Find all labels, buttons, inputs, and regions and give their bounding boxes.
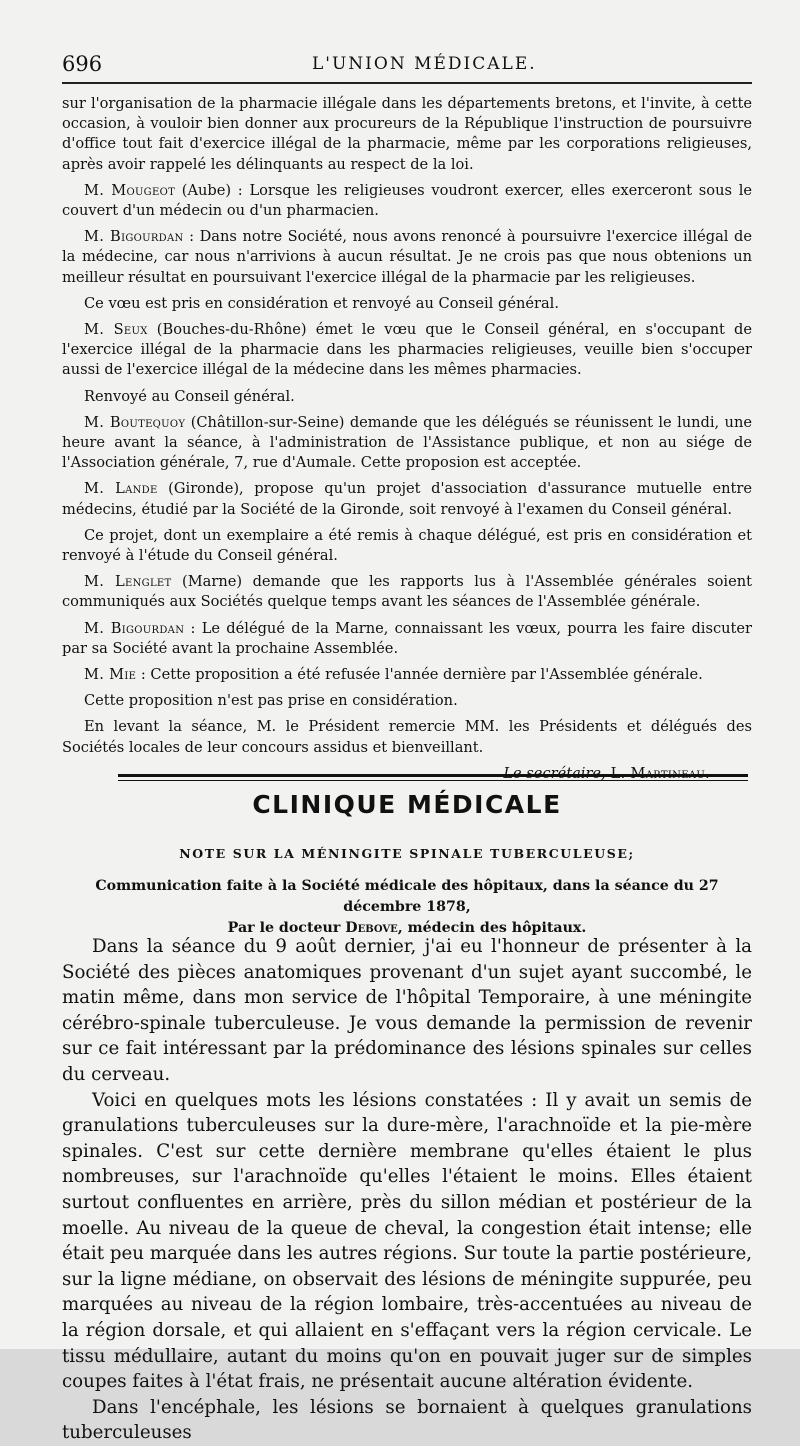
- section-divider: [118, 774, 748, 781]
- paragraph-text: : Le délégué de la Marne, connaissant les vœux, pourra les faire discuter par sa Société avant la prochaine Assemblée.: [62, 619, 752, 657]
- paragraph: [62, 320, 752, 381]
- paragraph: [62, 619, 752, 659]
- paragraph-text: Renvoyé au Conseil général.: [84, 387, 295, 405]
- paragraph-text: sur l'organisation de la pharmacie illégale dans les départements bretons, et l'invite, à cette occasion, à vouloir bien donner aux procureurs de la République l'instruction de poursuivre d'office tout fait d'exercice illégal de la pharmacie, même par les corporations religieuses, après avoir rappelé les délinquants au respect de la loi.: [62, 95, 752, 173]
- paragraph: [62, 717, 752, 757]
- paragraph: [62, 413, 752, 474]
- paragraph-text: : Dans notre Société, nous avons renoncé à poursuivre l'exercice illégal de la médecine, car nous n'arrivions à aucun résultat. Je ne crois pas que nous obtenions un meilleur résultat en poursuivant l'exercice illégal de la pharmacie par les religieuses.: [62, 228, 752, 286]
- paragraph-text: (Aube) : Lorsque les religieuses voudront exercer, elles exerceront sous le couvert d'un médecin ou d'un pharmacien.: [62, 181, 752, 220]
- paragraph: [62, 526, 752, 566]
- article-title: NOTE SUR LA MÉNINGITE SPINALE TUBERCULEUSE;: [179, 846, 635, 861]
- signature-name: L. Martineau.: [605, 764, 710, 782]
- paragraph-text: (Châtillon-sur-Seine) demande que les délégués se réunissent le lundi, une heure avant la séance, à l'administration de l'Assistance publique, et non au siége de l'Association générale, 7, rue d'Aumale. Cette proposion est acceptée.: [62, 413, 752, 472]
- body-paragraph: Voici en quelques mots les lésions constatées : Il y avait un semis de granulations tuberculeuses sur la dure-mère, l'arachnoïde et la pie-mère spinales. C'est sur cette dernière membrane qu'elles étaient le plus nombreuses, sur l'arachnoïde qu'elles l'étaient le moins. Elles étaient surtout confluentes en arrière, près du sillon médian et postérieur de la moelle. Au niveau de la queue de cheval, la congestion était intense; elle était peu marquée dans les autres régions. Sur toute la partie postérieure, sur la ligne médiane, on observait des lésions de méningite suppurée, peu marquées au niveau de la région lombaire, très-accentuées au niveau de la région dorsale, et qui allaient en s'effaçant vers la région cervicale. Le tissu médullaire, autant du moins qu'on en pouvait juger sur de simples coupes faites à l'état frais, ne présentait aucune altération évidente.: [62, 1089, 752, 1393]
- paragraph: [62, 181, 752, 221]
- paragraph-text: En levant la séance, M. le Président remercie MM. les Présidents et délégués des Sociétés locales de leur concours assidus et bienveillant.: [62, 718, 752, 756]
- article-body: [62, 934, 752, 1446]
- communication-line: Communication faite à la Société médicale des hôpitaux, dans la séance du 27 décembre 1878,: [95, 878, 719, 915]
- body-paragraph: Dans la séance du 9 août dernier, j'ai eu l'honneur de présenter à la Société des pièces anatomiques provenant d'un sujet ayant succombé, le matin même, dans mon service de l'hôpital Temporaire, à une méningite cérébro-spinale tuberculeuse. Je vous demande la permission de revenir sur ce fait intéressant par la prédominance des lésions spinales sur celles du cerveau.: [62, 936, 752, 1085]
- paragraph-text: Ce vœu est pris en considération et renvoyé au Conseil général.: [84, 294, 559, 312]
- speaker-name: M. Seux: [84, 321, 148, 339]
- speaker-name: M. Mie: [84, 666, 137, 684]
- paragraph: [62, 665, 752, 685]
- header-rule: [62, 82, 752, 84]
- speaker-name: M. Bigourdan: [84, 228, 184, 246]
- paragraph: [62, 94, 752, 175]
- paragraph-text: (Gironde), propose qu'un projet d'association d'assurance mutuelle entre médecins, étudié par la Société de la Gironde, soit renvoyé à l'examen du Conseil général.: [62, 480, 752, 518]
- paragraph: [62, 479, 752, 519]
- author-prefix: Par le docteur: [227, 920, 346, 936]
- paragraph: [62, 572, 752, 612]
- speaker-name: M. Bigourdan: [84, 619, 185, 637]
- paragraph: [62, 387, 752, 407]
- speaker-name: M. Boutequoy: [84, 413, 186, 431]
- article-byline: [62, 876, 752, 939]
- paragraph-text: Cette proposition n'est pas prise en considération.: [84, 692, 458, 710]
- speaker-name: M. Mougeot: [84, 181, 176, 199]
- signature-role: Le secrétaire,: [503, 764, 606, 782]
- minutes-section: [62, 94, 752, 790]
- page-number: 696: [62, 52, 103, 76]
- page-header: [62, 48, 752, 78]
- author-name: Debove: [345, 920, 398, 936]
- speaker-name: M. Lenglet: [84, 573, 172, 591]
- paragraph: [62, 294, 752, 314]
- section-title: CLINIQUE MÉDICALE: [252, 790, 562, 819]
- speaker-name: M. Lande: [84, 480, 158, 498]
- author-suffix: , médecin des hôpitaux.: [397, 920, 587, 936]
- body-paragraph: Dans l'encéphale, les lésions se bornaient à quelques granulations tuberculeuses: [62, 1396, 752, 1444]
- paragraph-text: Ce projet, dont un exemplaire a été remis à chaque délégué, est pris en considération et renvoyé à l'étude du Conseil général.: [62, 526, 752, 565]
- paragraph-text: (Marne) demande que les rapports lus à l'Assemblée générales soient communiqués aux Sociétés quelque temps avant les séances de l'Assemblée générale.: [62, 573, 753, 611]
- paragraph: [62, 691, 752, 711]
- paragraph: [62, 227, 752, 288]
- paragraph-text: (Bouches-du-Rhône) émet le vœu que le Conseil général, en s'occupant de l'exercice illégal de la pharmacie dans les pharmacies religieuses, veuille bien s'occuper aussi de l'exercice illégal de la médecine dans les mêmes pharmacies.: [62, 321, 752, 379]
- paragraph-text: : Cette proposition a été refusée l'année dernière par l'Assemblée générale.: [136, 666, 703, 684]
- running-head: L'UNION MÉDICALE.: [312, 54, 537, 74]
